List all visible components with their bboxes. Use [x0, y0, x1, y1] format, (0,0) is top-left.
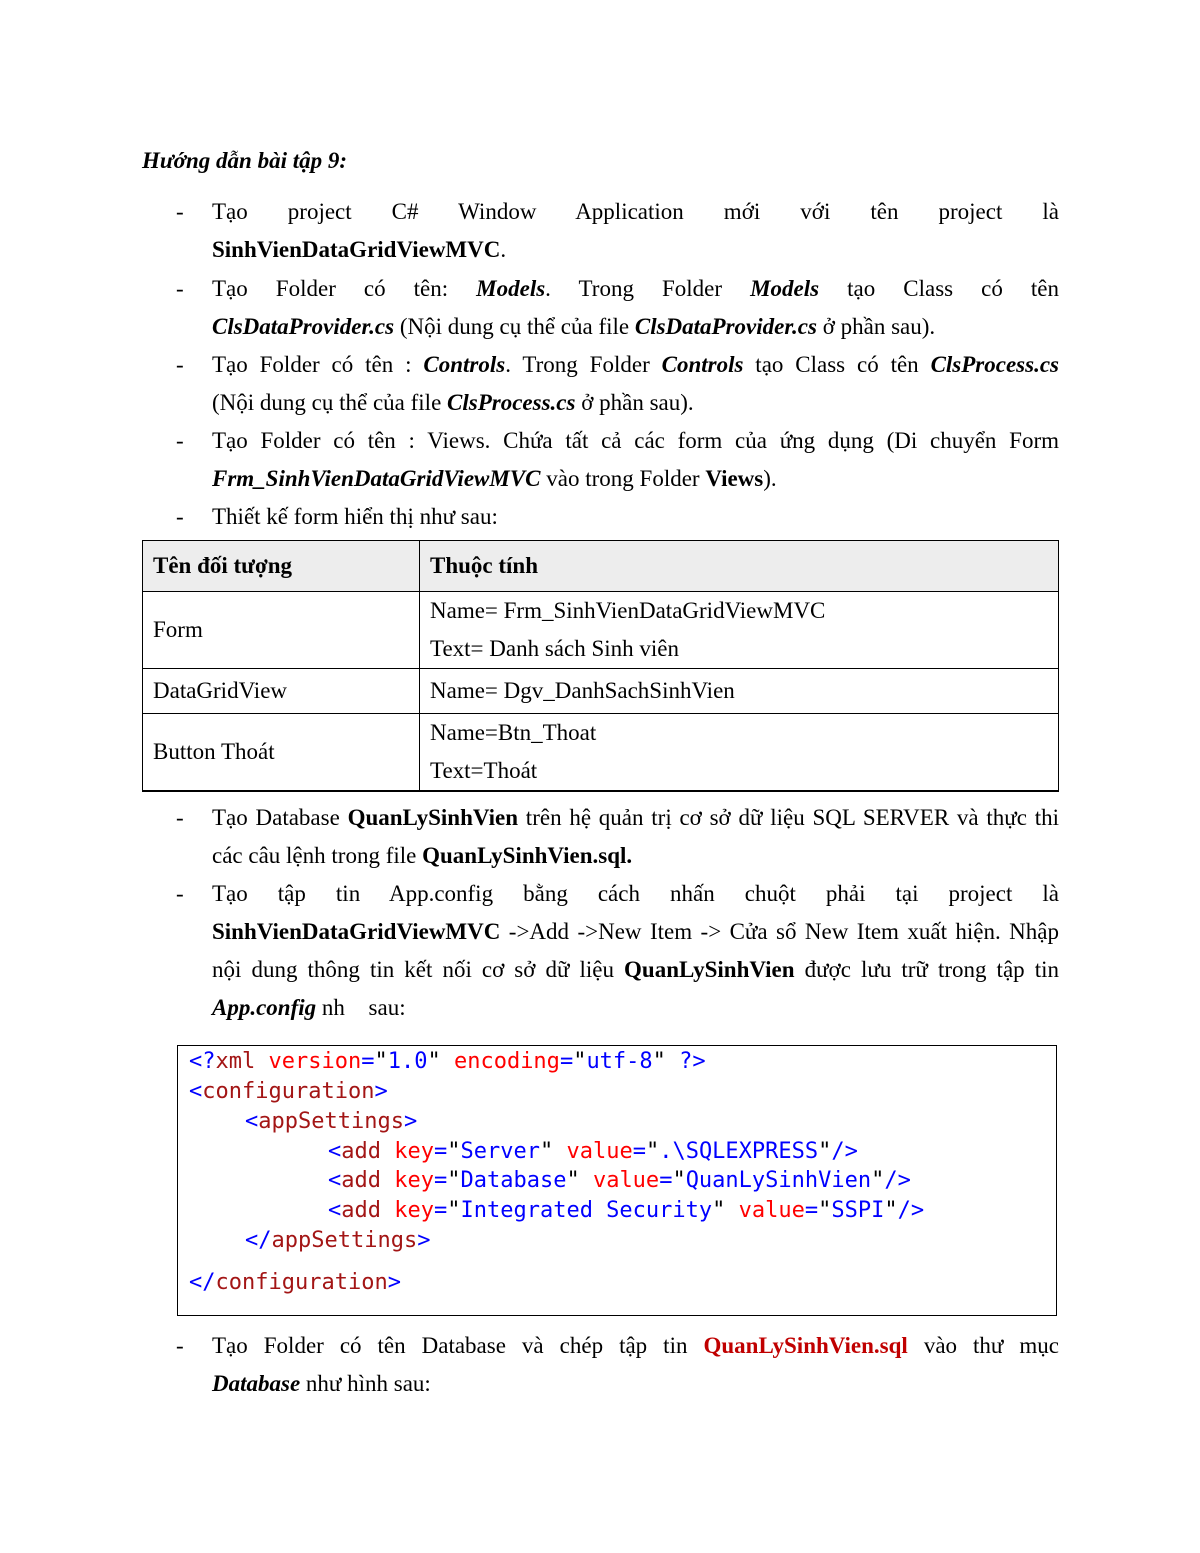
bullet-database-folder — [142, 1327, 1059, 1403]
code-line: <add key="Server" value=".\SQLEXPRESS"/> — [328, 1139, 858, 1164]
section-heading: Hướng dẫn bài tập 9: — [142, 148, 348, 173]
text: tạo Class có tên — [743, 352, 931, 377]
code-line: <add key="Integrated Security" value="SSPI"/> — [328, 1198, 925, 1223]
text: vào thư mục — [907, 1333, 1059, 1358]
bullet-app-config — [142, 875, 1059, 1027]
file-name: ClsDataProvider.cs — [634, 314, 817, 339]
punct: . — [500, 237, 507, 262]
property-line: Text= Danh sách Sinh viên — [430, 636, 679, 661]
properties-cell — [420, 592, 1059, 669]
table-row — [143, 592, 1059, 669]
text: nh sau: — [316, 995, 388, 1020]
properties-cell — [420, 714, 1059, 792]
text: (Nội dung cụ thể của file — [394, 314, 635, 339]
bullet-line — [212, 346, 1059, 384]
bullet-text: Thiết kế form hiển thị như sau: — [212, 504, 498, 529]
bullet-text: Tạo tập tin App.config bằng cách nhấn chuột phải tại project là — [212, 881, 1059, 906]
text: ->Add ->New Item -> Cửa sổ New Item xuất hiện. Nhập nội dung thông tin kết nối cơ sở dữ liệu — [212, 919, 1059, 982]
bullet-line — [212, 270, 1059, 308]
bullet-line — [212, 1365, 1059, 1403]
bullet-line — [212, 460, 1059, 498]
bullet-form-design — [142, 498, 1059, 536]
file-name: ClsDataProvider.cs — [212, 314, 395, 339]
object-cell: Form — [143, 592, 420, 669]
bullet-dash: - — [176, 805, 184, 830]
file-name: ClsProcess.cs — [930, 352, 1059, 377]
bullet-line — [212, 308, 1059, 346]
folder-name: Controls — [661, 352, 744, 377]
properties-table — [142, 540, 1059, 792]
bullet-text: Tạo Folder có tên : Views. Chứa tất cả các form của ứng dụng (Di chuyển Form — [212, 428, 1059, 453]
bullet-paragraph — [212, 913, 1059, 1027]
folder-name: Database — [212, 1371, 301, 1396]
text: ở phần sau). — [575, 390, 694, 415]
file-name: QuanLySinhVien.sql — [703, 1333, 908, 1358]
column-header-object: Tên đối tượng — [143, 541, 420, 592]
file-name: QuanLySinhVien.sql. — [422, 843, 633, 868]
bullet-dash: - — [176, 428, 184, 453]
folder-name: Models — [476, 276, 546, 301]
text: . Trong Folder — [505, 352, 662, 377]
bullet-dash: - — [176, 881, 184, 906]
folder-name: Views — [705, 466, 764, 491]
bullet-text: Tạo project C# Window Application mới với tên project là — [212, 199, 1059, 224]
column-header-properties: Thuộc tính — [420, 541, 1059, 592]
properties-cell — [420, 669, 1059, 714]
text: (Nội dung cụ thể của file — [212, 390, 448, 415]
text: Tạo Database — [212, 805, 348, 830]
code-line: </appSettings> — [245, 1228, 431, 1253]
text: ở phần sau). — [816, 314, 936, 339]
text: Tạo Folder có tên: — [212, 276, 477, 301]
property-line: Name= Dgv_DanhSachSinhVien — [430, 678, 735, 703]
file-name: ClsProcess.cs — [447, 390, 576, 415]
text: . Trong Folder — [545, 276, 751, 301]
bullet-dash: - — [176, 352, 184, 377]
table-row — [143, 669, 1059, 714]
bullet-dash: - — [176, 199, 184, 224]
bullet-paragraph — [212, 799, 1059, 875]
property-line: Name=Btn_Thoat — [430, 720, 597, 745]
text: tạo Class có tên — [819, 276, 1059, 301]
bullet-line — [212, 1327, 1059, 1365]
text: Tạo Folder có tên : — [212, 352, 424, 377]
code-line: </configuration> — [189, 1270, 401, 1295]
code-line: <?xml version="1.0" encoding="utf-8" ?> — [189, 1049, 706, 1074]
object-cell: DataGridView — [143, 669, 420, 714]
bullet-models-folder — [142, 270, 1059, 346]
project-name: SinhVienDataGridViewMVC — [212, 237, 501, 262]
table-header-row — [143, 541, 1059, 592]
text: Tạo Folder có tên Database và chép tập tin — [212, 1333, 704, 1358]
bullet-dash: - — [176, 1333, 184, 1358]
bullet-line — [212, 384, 1059, 422]
text: trên hệ quản trị cơ sở dữ liệu SQL SERVER và thực thi các câu lệnh trong file — [212, 805, 1060, 868]
code-line: <appSettings> — [245, 1109, 418, 1134]
folder-name: Controls — [423, 352, 506, 377]
text: vào trong Folder — [540, 466, 706, 491]
property-line: Name= Frm_SinhVienDataGridViewMVC — [430, 598, 826, 623]
code-line: <configuration> — [189, 1079, 388, 1104]
text: ). — [763, 466, 777, 491]
bullet-dash: - — [176, 504, 184, 529]
code-line: <add key="Database" value="QuanLySinhVien"/> — [328, 1168, 911, 1193]
folder-name: Models — [750, 276, 820, 301]
database-name: QuanLySinhVien — [347, 805, 519, 830]
app-config-code-block — [177, 1045, 1057, 1316]
database-name: QuanLySinhVien — [624, 957, 795, 982]
bullet-views-folder — [142, 422, 1059, 498]
text: được lưu trữ trong tập tin — [794, 957, 1059, 982]
property-line: Text=Thoát — [430, 758, 538, 783]
bullet-create-database — [142, 799, 1059, 875]
file-name: App.config — [212, 995, 317, 1020]
form-name: Frm_SinhVienDataGridViewMVC — [212, 466, 541, 491]
bullet-dash: - — [176, 276, 184, 301]
bullet-create-project — [142, 193, 1059, 269]
project-name: SinhVienDataGridViewMVC — [212, 919, 501, 944]
object-cell: Button Thoát — [143, 714, 420, 792]
bullet-controls-folder — [142, 346, 1059, 422]
text: như hình sau: — [300, 1371, 431, 1396]
table-row — [143, 714, 1059, 792]
